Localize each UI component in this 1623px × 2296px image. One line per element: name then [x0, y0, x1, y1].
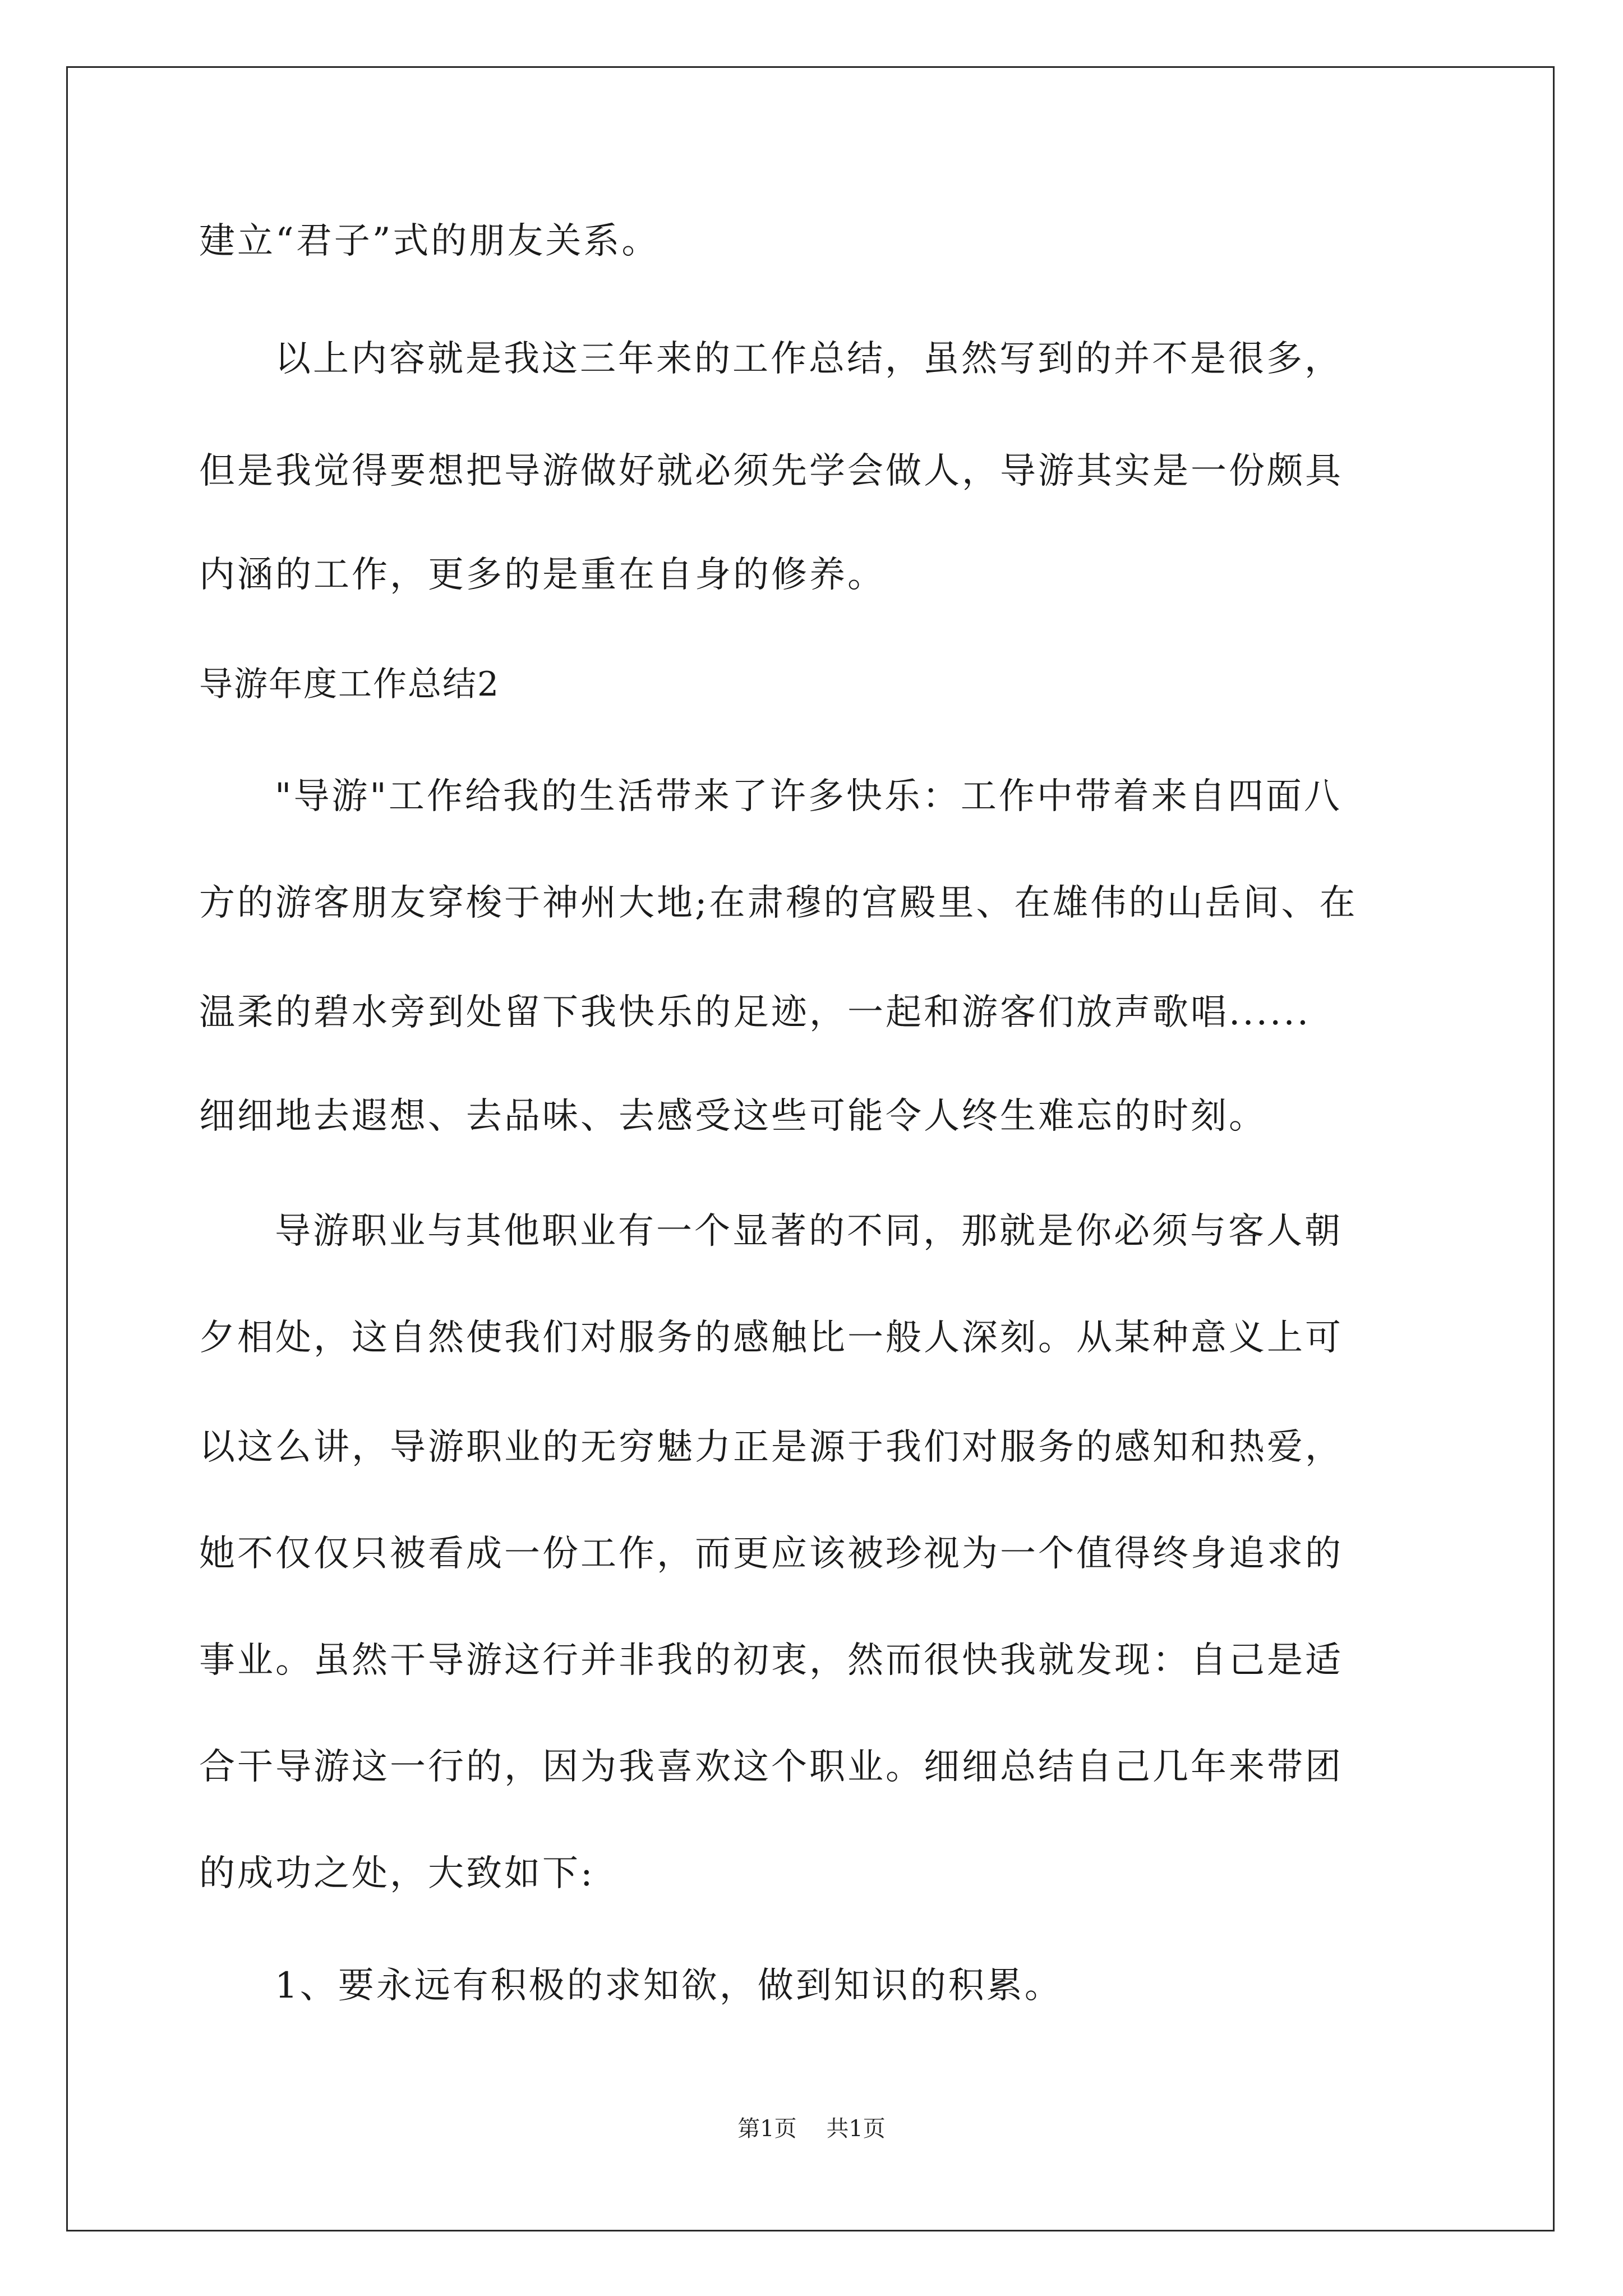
paragraph-line: "导游"工作给我的生活带来了许多快乐：工作中带着来自四面八 — [275, 776, 1342, 817]
paragraph-line: 建立“君子”式的朋友关系。 — [199, 220, 660, 262]
section-heading: 导游年度工作总结2 — [199, 665, 500, 704]
paragraph-line: 以上内容就是我这三年来的工作总结，虽然写到的并不是很多， — [275, 338, 1343, 380]
page-footer — [0, 2115, 1623, 2143]
paragraph-line: 她不仅仅只被看成一份工作，而更应该被珍视为一个值得终身追求的 — [199, 1533, 1343, 1575]
paragraph-line: 内涵的工作，更多的是重在自身的修养。 — [199, 554, 886, 596]
list-item: 1、要永远有积极的求知欲，做到知识的积累。 — [275, 1965, 1063, 2007]
paragraph-line: 温柔的碧水旁到处留下我快乐的足迹，一起和游客们放声歌唱...... — [199, 992, 1311, 1033]
paragraph-line: 细细地去遐想、去品味、去感受这些可能令人终生难忘的时刻。 — [199, 1096, 1267, 1137]
paragraph-line: 夕相处，这自然使我们对服务的感触比一般人深刻。从某种意义上可 — [199, 1317, 1343, 1359]
page-total: 共1页 — [826, 2116, 886, 2142]
page-border — [66, 66, 1555, 2231]
page-number: 第1页 — [737, 2116, 797, 2142]
paragraph-line: 以这么讲，导游职业的无穷魅力正是源于我们对服务的感知和热爱， — [199, 1427, 1343, 1468]
paragraph-line: 但是我觉得要想把导游做好就必须先学会做人，导游其实是一份颇具 — [199, 450, 1343, 492]
paragraph-line: 合干导游这一行的，因为我喜欢这个职业。细细总结自己几年来带团 — [199, 1746, 1343, 1788]
paragraph-line: 的成功之处，大致如下: — [199, 1853, 595, 1894]
paragraph-line: 导游职业与其他职业有一个显著的不同，那就是你必须与客人朝 — [275, 1211, 1343, 1252]
paragraph-line: 事业。虽然干导游这行并非我的初衷，然而很快我就发现：自己是适 — [199, 1640, 1343, 1681]
paragraph-line: 方的游客朋友穿梭于神州大地;在肃穆的宫殿里、在雄伟的山岳间、在 — [199, 882, 1358, 924]
